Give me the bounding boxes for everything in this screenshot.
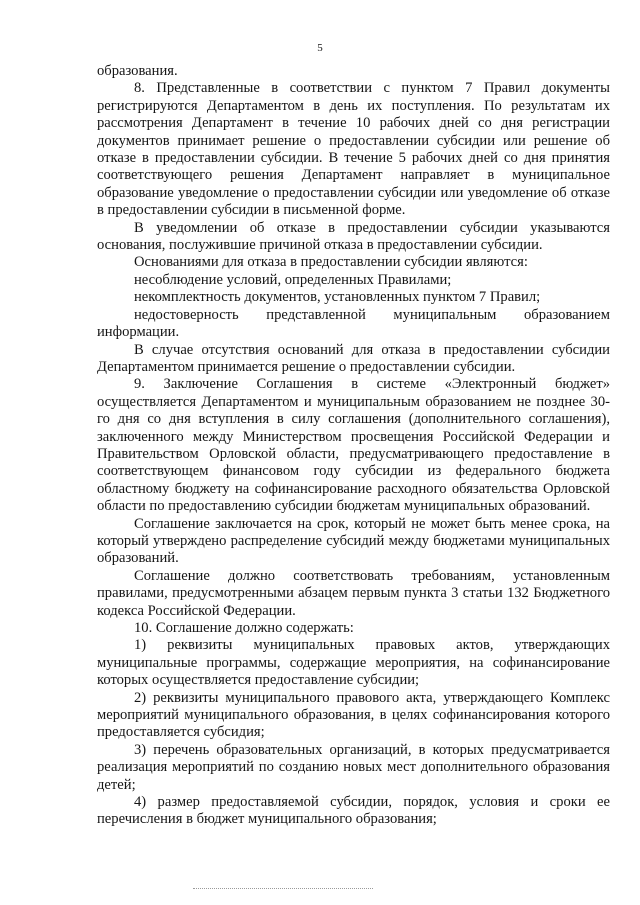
paragraph-ground-1: несоблюдение условий, определенных Правилами; (134, 271, 452, 288)
paragraph-ground-3: недостоверность представленной муниципальным образованием информации. (97, 306, 610, 341)
paragraph-refusal-notice: В уведомлении об отказе в предоставлении субсидии указываются основания, послужившие причиной отказа в предоставлении субсидии. (97, 219, 610, 254)
list-item-3: 3) перечень образовательных организаций, в которых предусматривается реализация мероприятий по созданию новых мест дополнительного образования детей; (97, 741, 610, 793)
list-item-4: 4) размер предоставляемой субсидии, порядок, условия и сроки ее перечисления в бюджет муниципального образования; (97, 794, 610, 828)
paragraph-no-grounds: В случае отсутствия оснований для отказа в предоставлении субсидии Департаментом принимается решение о предоставлении субсидии. (97, 341, 610, 375)
list-item-1: 1) реквизиты муниципальных правовых актов, утверждающих муниципальные программы, содержащие мероприятия, на софинансирование которых осуществляется предоставление субсидии; (97, 637, 610, 689)
page-number: 5 (317, 42, 323, 54)
footer-scan-line (193, 888, 373, 889)
list-item-2: 2) реквизиты муниципального правового акта, утверждающего Комплекс мероприятий муниципального образования, в целях софинансирования которого предоставляется субсидия; (97, 689, 610, 741)
paragraph-item-9: 9. Заключение Соглашения в системе «Электронный бюджет» осуществляется Департаментом и муниципальным образованием не позднее 30-го дня со дня вступления в силу соглашения (дополнительного соглашения), заключенного между Министерством просвещения Российской Федерации и Правительством Орловской области, предусматривающего предоставление в соответствующем финансовом году субсидии из федерального бюджета областному бюджету на софинансирование расходного обязательства Орловской области по предоставлению субсидии бюджетам муниципальных образований. (97, 376, 610, 515)
paragraph-agreement-requirements: Соглашение должно соответствовать требованиям, установленным правилами, предусмотренными абзацем первым пункта 3 статьи 132 Бюджетного кодекса Российской Федерации. (97, 567, 610, 619)
paragraph-item-8: 8. Представленные в соответствии с пунктом 7 Правил документы регистрируются Департаментом в день их поступления. По результатам их рассмотрения Департамент в течение 10 рабочих дней со дня регистрации документов принимает решение о предоставлении субсидии или решение об отказе в предоставлении субсидии. В течение 5 рабочих дней со дня принятия соответствующего решения Департамент направляет в муниципальное образование уведомление о предоставлении субсидии или уведомление об отказе в предоставлении субсидии в письменной форме. (97, 80, 610, 219)
document-body (97, 63, 610, 829)
paragraph-continuation: образования. (97, 63, 178, 79)
paragraph-agreement-term: Соглашение заключается на срок, который не может быть менее срока, на который утверждено распределение субсидий между бюджетами муниципальных образований. (97, 515, 610, 567)
paragraph-ground-2: некомплектность документов, установленных пунктом 7 Правил; (134, 289, 541, 306)
paragraph-item-10: 10. Соглашение должно содержать: (134, 620, 354, 636)
paragraph-refusal-grounds: Основаниями для отказа в предоставлении субсидии являются: (134, 254, 528, 271)
